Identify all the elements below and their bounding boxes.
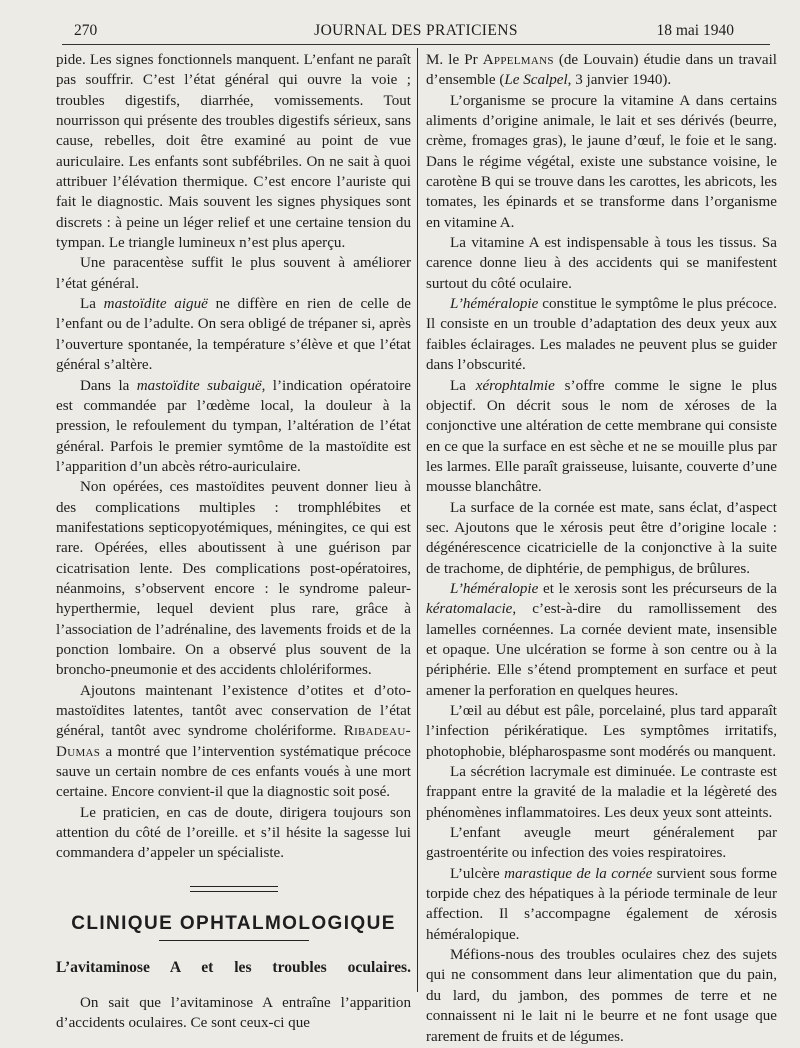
- paragraph: Méfions-nous des troubles oculaires chez des sujets qui ne consomment dans leur alimentation que du pain, du lard, du jambon, des pommes de terre et ne connaissent ni le lait ni le beurre et ne font usage que rarement de fruits et de légumes.: [426, 947, 777, 1045]
- paragraph: Dans la mastoïdite subaiguë, l’indication opératoire est commandée par l’œdème local, la douleur à la pression, le refoulement du tympan, l’altération de l’état général. Parfois le premier symtôme de la mastoïdite est l’apparition d’un abcès rétro-auriculaire.: [56, 377, 411, 475]
- journal-title: JOURNAL DES PRATICIENS: [314, 22, 518, 39]
- paragraph: La xérophtalmie s’offre comme le signe le plus objectif. On décrit sous le nom de xéroses de la conjonctive une altération de cette membrane qui consiste en ce que la surface en est sèche et ne se mouille plus par les larmes. Elle paraît graisseuse, luisante, couverte d’une mousse blanchâtre.: [426, 377, 777, 496]
- emphasis: xérophtalmie: [475, 377, 555, 394]
- author-name: Ribadeau-Dumas: [56, 723, 411, 760]
- paragraph: Ajoutons maintenant l’existence d’otites et d’oto-mastoïdites latentes, tantôt avec conservation de l’état général, tantôt avec syndrome cholériforme. Ribadeau-Dumas a montré que l’intervention systématique précoce sauve un certain nombre de ces enfants voués à une mort certaine. Encore convient-il que la diagnostic soit posé.: [56, 682, 411, 801]
- column-divider: [417, 48, 418, 992]
- emphasis: marastique de la cornée: [504, 865, 653, 882]
- paragraph: L’ulcère marastique de la cornée survient sous forme torpide chez des hépatiques à la période terminale de leur affection. Il s’accompagne également de xérosis héméralopique.: [426, 865, 777, 943]
- emphasis: mastoïdite aiguë: [103, 296, 208, 313]
- section-title: CLINIQUE OPHTALMOLOGIQUE: [71, 912, 396, 934]
- paragraph: On sait que l’avitaminose A entraîne l’apparition d’accidents oculaires. Ce sont ceux-ci que: [56, 994, 411, 1032]
- paragraph: M. le Pr Appelmans (de Louvain) étudie dans un travail d’ensemble (Le Scalpel, 3 janvier 1940).: [426, 52, 777, 89]
- paragraph: La surface de la cornée est mate, sans éclat, d’aspect sec. Ajoutons que le xérosis peut être d’origine locale : dégénérescence cicatricielle de la conjonctive à la suite de trachome, de diphtérie, de pemphigus, de brûlures.: [426, 499, 777, 577]
- paragraph: L’œil au début est pâle, porcelainé, plus tard apparaît l’infection périkératique. Les symptômes irritatifs, photophobie, blépharospasme sont modérés ou manquent.: [426, 703, 777, 760]
- paragraph: Une paracentèse suffit le plus souvent à améliorer l’état général.: [56, 255, 411, 292]
- right-column: [426, 50, 777, 1047]
- paragraph: La sécrétion lacrymale est diminuée. Le contraste est frappant entre la gravité de la maladie et la légèreté des phénomènes inflammatoires. Les deux yeux sont atteints.: [426, 764, 777, 821]
- page-number: 270: [74, 22, 98, 39]
- emphasis: mastoïdite subaiguë: [136, 377, 262, 394]
- page-header: [62, 18, 770, 45]
- paragraph: L’héméralopie et le xerosis sont les précurseurs de la kératomalacie, c’est-à-dire du ramollissement des lamelles cornéennes. La cornée devient mate, insensible et opaque. Une ulcération se forme à son centre ou à la périphérie. Elle s’étend promptement en surface et peut amener la perforation en quelques heures.: [426, 580, 777, 699]
- paragraph: Le praticien, en cas de doute, dirigera toujours son attention du côté de l’oreille. et s’il hésite la sagesse lui commandera d’appeler un spécialiste.: [56, 804, 411, 862]
- paragraph: La mastoïdite aiguë ne diffère en rien de celle de l’enfant ou de l’adulte. On sera obligé de trépaner si, après l’ouverture spontanée, la température s’élève et que l’état général s’altère.: [56, 296, 411, 374]
- emphasis: Le Scalpel: [504, 72, 568, 89]
- author-name: Appelmans: [482, 52, 554, 68]
- paragraph: L’héméralopie constitue le symptôme le plus précoce. Il consiste en un trouble d’adaptation des deux yeux aux faibles éclairages. Les malades ne peuvent plus se guider dans l’obscurité.: [426, 296, 777, 374]
- emphasis: kératomalacie: [426, 601, 513, 618]
- title-underline: [159, 940, 309, 941]
- emphasis: L’héméralopie: [450, 580, 539, 597]
- paragraph: La vitamine A est indispensable à tous les tissus. Sa carence donne lieu à des accidents qui se manifestent surtout du côté oculaire.: [426, 235, 777, 292]
- left-column: [56, 50, 411, 1033]
- issue-date: 18 mai 1940: [656, 22, 734, 39]
- paragraph: L’enfant aveugle meurt généralement par gastroentérite ou infection des voies respiratoires.: [426, 825, 777, 862]
- emphasis: L’héméralopie: [450, 296, 539, 313]
- article-title: L’avitaminose A et les troubles oculaires.: [56, 958, 411, 976]
- paragraph: L’organisme se procure la vitamine A dans certains aliments d’origine animale, le lait et ses dérivés (beurre, crème, fromages gras), le jaune d’œuf, le foie et le sang. Dans le régime végétal, existe une substance voisine, le carotène B qui se trouve dans les carottes, les abricots, les tomates, les épinards et se transforme dans l’organisme en vitamine A.: [426, 92, 777, 231]
- section-separator: [190, 886, 278, 892]
- paragraph: Non opérées, ces mastoïdites peuvent donner lieu à des complications multiples : tromphlébites et manifestations septicopyotémiques, méningites, ce qui est rare. Opérées, elles aboutissent à une guérison par cicatrisation lente. Des complications post-opératoires, néanmoins, s’observent encore : le syndrome paleur-hyperthermie, lequel devient plus rare, grâce à l’association de l’adrénaline, des lavements froids et de la ponction lombaire. On a observé plus souvent de la broncho-pneumonie et des accidents chlolériformes.: [56, 479, 411, 679]
- paragraph: pide. Les signes fonctionnels manquent. L’enfant ne paraît pas souffrir. C’est l’état général qui ouvre la voie ; troubles digestifs, diarrhée, vomissements. Tout nourrisson qui présente des troubles digestifs sérieux, sans cause, rebelles, doit être examiné au point de vue auriculaire. Les enfants sont subfébriles. On ne sait à quoi attribuer l’élévation thermique. C’est encore l’auriste qui fait le diagnostic. Mais souvent les signes physiques sont discrets : à peine un léger relief et une certaine tension du tympan. Le triangle lumineux n’est plus aperçu.: [56, 52, 411, 252]
